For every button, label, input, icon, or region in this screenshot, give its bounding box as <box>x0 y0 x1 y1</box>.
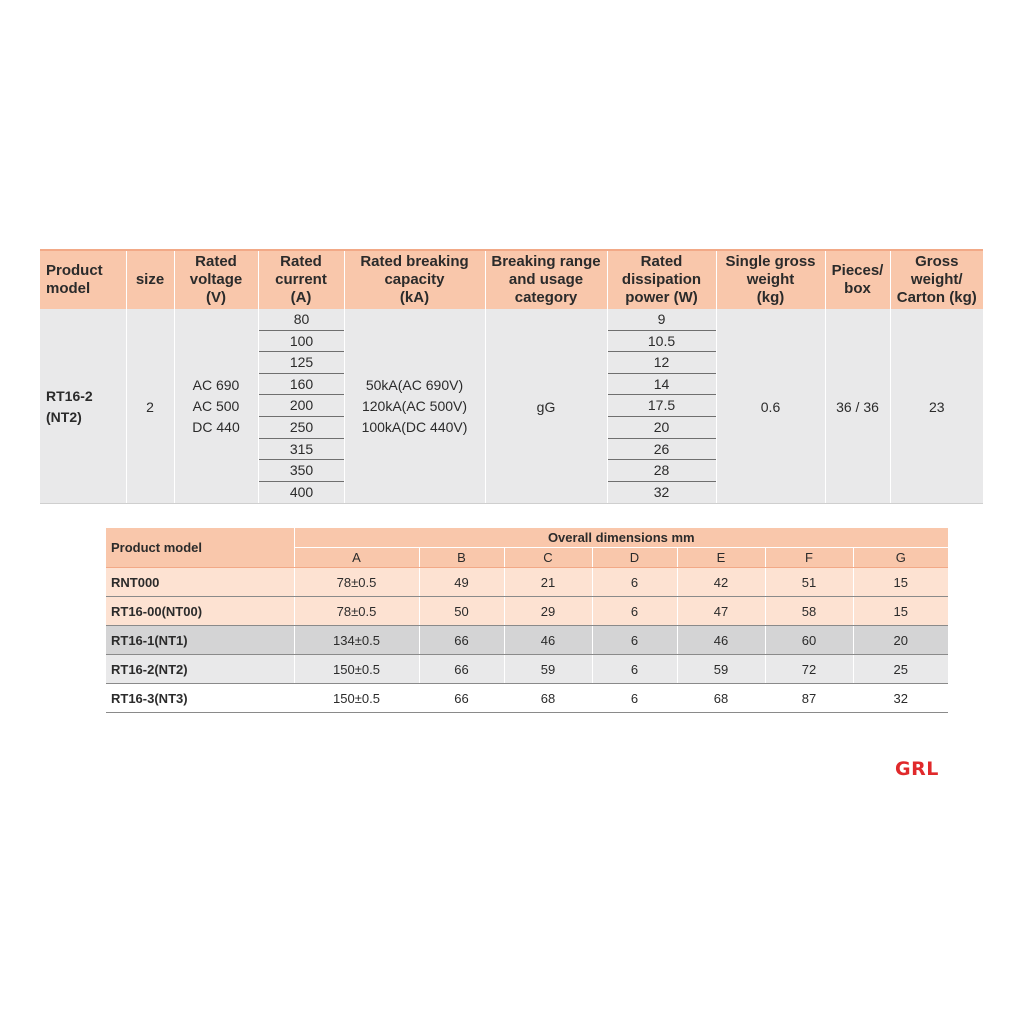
dim-value: 32 <box>853 684 948 713</box>
current-cell <box>258 309 344 504</box>
dim-header-product-model: Product model <box>106 528 294 568</box>
table-row <box>106 655 948 684</box>
breaking-capacity-cell <box>344 309 485 504</box>
grl-logo: GRL <box>895 758 939 780</box>
dim-model: RT16-2(NT2) <box>106 655 294 684</box>
dim-value: 51 <box>765 568 853 597</box>
dim-value: 25 <box>853 655 948 684</box>
current-value: 160 <box>259 374 345 396</box>
dissipation-value: 28 <box>608 460 716 482</box>
current-value: 250 <box>259 417 345 439</box>
table-row <box>106 597 948 626</box>
spec-header-row <box>40 250 983 309</box>
table-row <box>106 626 948 655</box>
dissipation-value: 20 <box>608 417 716 439</box>
dim-header-row-1 <box>106 528 948 548</box>
voltage-line: AC 690 <box>192 377 240 393</box>
dim-model: RT16-1(NT1) <box>106 626 294 655</box>
dim-value: 66 <box>419 655 504 684</box>
dim-value: 87 <box>765 684 853 713</box>
model-line-2: (NT2) <box>46 408 82 425</box>
dissipation-value: 14 <box>608 374 716 396</box>
dim-col-f: F <box>765 548 853 568</box>
dim-col-d: D <box>592 548 677 568</box>
table-row <box>106 568 948 597</box>
dim-value: 6 <box>592 626 677 655</box>
dim-value: 60 <box>765 626 853 655</box>
current-value: 315 <box>259 439 345 461</box>
dissipation-value: 17.5 <box>608 395 716 417</box>
voltage-cell <box>174 309 258 504</box>
dim-value: 78±0.5 <box>294 568 419 597</box>
header-product-model: Product model <box>40 250 126 309</box>
header-carton-weight: Gross weight/ Carton (kg) <box>890 250 983 309</box>
dim-value: 59 <box>504 655 592 684</box>
dim-value: 66 <box>419 684 504 713</box>
dissipation-list <box>608 309 716 503</box>
current-value: 125 <box>259 352 345 374</box>
header-rated-current: Rated current (A) <box>258 250 344 309</box>
dim-value: 49 <box>419 568 504 597</box>
dim-value: 47 <box>677 597 765 626</box>
spec-row <box>40 309 983 504</box>
current-value: 350 <box>259 460 345 482</box>
header-single-weight: Single gross weight (kg) <box>716 250 825 309</box>
current-value: 400 <box>289 483 314 500</box>
breaking-range-cell: gG <box>485 309 607 504</box>
carton-weight-cell: 23 <box>890 309 983 504</box>
current-value: 100 <box>259 331 345 353</box>
header-size: size <box>126 250 174 309</box>
header-breaking-range: Breaking range and usage category <box>485 250 607 309</box>
dim-value: 15 <box>853 568 948 597</box>
dim-value: 72 <box>765 655 853 684</box>
pieces-cell: 36 / 36 <box>825 309 890 504</box>
dissipation-value: 9 <box>608 309 716 331</box>
dim-col-a: A <box>294 548 419 568</box>
size-cell: 2 <box>126 309 174 504</box>
spec-table <box>40 249 983 504</box>
dim-col-c: C <box>504 548 592 568</box>
table-row <box>106 684 948 713</box>
dim-value: 6 <box>592 568 677 597</box>
dissipation-value: 32 <box>653 483 670 500</box>
dim-value: 20 <box>853 626 948 655</box>
dim-value: 150±0.5 <box>294 655 419 684</box>
dim-value: 134±0.5 <box>294 626 419 655</box>
dim-value: 6 <box>592 684 677 713</box>
dim-value: 29 <box>504 597 592 626</box>
dim-model: RNT000 <box>106 568 294 597</box>
dissipation-cell <box>607 309 716 504</box>
voltage-line: DC 440 <box>192 419 240 435</box>
breaking-capacity-line: 100kA(DC 440V) <box>361 419 468 435</box>
model-cell <box>40 309 126 504</box>
dim-value: 68 <box>677 684 765 713</box>
single-weight-cell: 0.6 <box>716 309 825 504</box>
dim-value: 6 <box>592 655 677 684</box>
dim-value: 21 <box>504 568 592 597</box>
current-list <box>259 309 344 503</box>
dim-value: 59 <box>677 655 765 684</box>
dim-model: RT16-00(NT00) <box>106 597 294 626</box>
breaking-capacity-line: 120kA(AC 500V) <box>361 398 468 414</box>
dim-value: 68 <box>504 684 592 713</box>
spec-table-bottom-rule <box>40 503 983 504</box>
dim-value: 150±0.5 <box>294 684 419 713</box>
current-value: 80 <box>259 309 345 331</box>
dissipation-value: 26 <box>608 439 716 461</box>
breaking-capacity-line: 50kA(AC 690V) <box>365 377 464 393</box>
dim-model: RT16-3(NT3) <box>106 684 294 713</box>
dim-value: 78±0.5 <box>294 597 419 626</box>
header-dissipation-power: Rated dissipation power (W) <box>607 250 716 309</box>
header-rated-voltage: Rated voltage (V) <box>174 250 258 309</box>
dim-col-b: B <box>419 548 504 568</box>
dim-value: 42 <box>677 568 765 597</box>
dim-value: 46 <box>504 626 592 655</box>
dim-value: 15 <box>853 597 948 626</box>
dim-value: 46 <box>677 626 765 655</box>
dim-col-g: G <box>853 548 948 568</box>
dim-value: 58 <box>765 597 853 626</box>
dissipation-value: 10.5 <box>608 331 716 353</box>
current-value: 200 <box>259 395 345 417</box>
voltage-line: AC 500 <box>192 398 240 414</box>
model-line-1: RT16-2 <box>46 387 93 404</box>
header-pieces: Pieces/ box <box>825 250 890 309</box>
dim-value: 66 <box>419 626 504 655</box>
header-breaking-capacity: Rated breaking capacity (kA) <box>344 250 485 309</box>
dim-value: 6 <box>592 597 677 626</box>
dim-header-overall: Overall dimensions mm <box>294 528 948 548</box>
dim-value: 50 <box>419 597 504 626</box>
dimensions-table <box>106 528 948 713</box>
dissipation-value: 12 <box>608 352 716 374</box>
dim-col-e: E <box>677 548 765 568</box>
